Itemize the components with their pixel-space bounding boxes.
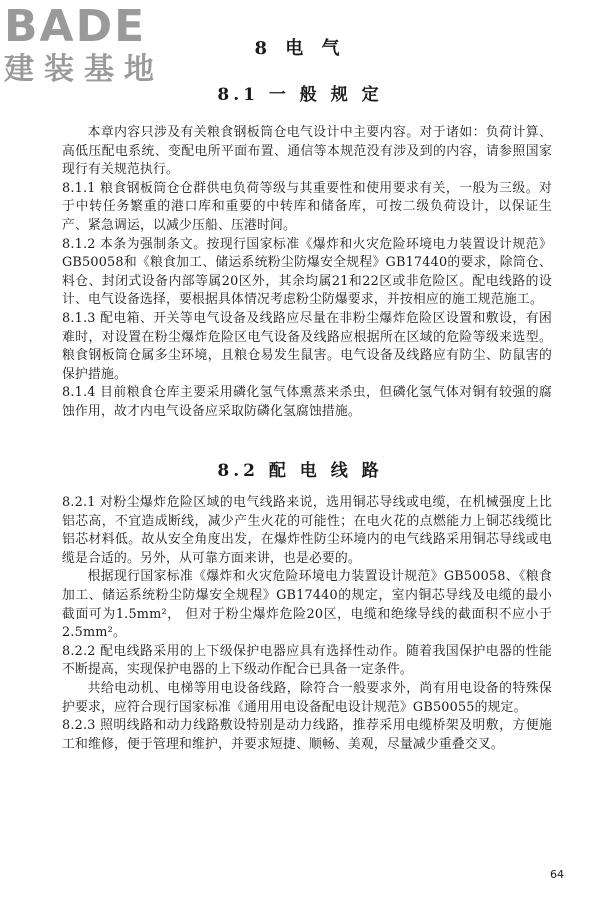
- chapter-title: 8 电 气: [254, 38, 346, 59]
- paragraph-8-2-2-cont: 共给电动机、电梯等用电设备线路，除符合一般要求外，尚有用电设备的特殊保护要求，应符合现行国家标准《通用用电设备配电设计规范》GB50055的规定。: [62, 680, 552, 715]
- paragraph-8-2-3: 8.2.3 照明线路和动力线路敷设特别是动力线路，推荐采用电缆桥架及明敷，方便施工和维修，便于管理和维护，并要求短捷、顺畅、美观，尽量减少重叠交叉。: [62, 718, 552, 752]
- paragraph-8-1-4: 8.1.4 目前粮食仓库主要采用磷化氢气体熏蒸来杀虫，但磷化氢气体对铜有较强的腐蚀作用，故才内电气设备应采取防磷化氢腐蚀措施。: [62, 385, 552, 419]
- paragraph-intro: 本章内容只涉及有关粮食钢板筒仓电气设计中主要内容。对于诸如：负荷计算、高低压配电系统、变配电所平面布置、通信等本规范没有涉及到的内容，请参照国家现行有关规范执行。: [62, 125, 552, 178]
- logo-subtitle: 建装基地: [4, 52, 164, 87]
- paragraph-8-1-1: 8.1.1 粮食钢板筒仓仓群供电负荷等级与其重要性和使用要求有关，一般为三级。对于中转任务繁重的港口库和重要的中转库和储备库，可按二级负荷设计，以保证生产、紧急调运，以减少压船、压港时间。: [62, 180, 552, 233]
- section-8-2-body: [62, 494, 552, 754]
- paragraph-8-2-2: 8.2.2 配电线路采用的上下级保护电器应具有选择性动作。随着我国保护电器的性能不断提高，实现保护电器的上下级动作配合已具备一定条件。: [62, 643, 552, 678]
- paragraph-8-2-1-cont: 根据现行国家标准《爆炸和火灾危险环境电力装置设计规范》GB50058、《粮食加工、储运系统粉尘防爆安全规程》GB17440的规定，室内铜芯导线及电缆的最小截面可为1.5mm²， 但对于粉尘爆炸危险20区，电缆和绝缘导线的截面积不应小于2.5mm²。: [62, 569, 552, 641]
- section-title-8-2: 8.2 配 电 线 路: [217, 461, 383, 481]
- paragraph-8-2-1: 8.2.1 对粉尘爆炸危险区域的电气线路来说，选用铜芯导线或电缆，在机械强度上比铝芯高，不宜造成断线，减少产生火花的可能性；在电火花的点燃能力上铜芯线缆比铝芯材料低。故从安全角度出发，在爆炸性防尘环境内的电气线路采用铜芯导线或电缆是合适的。另外，从可靠方面来讲，也是必要的。: [62, 495, 552, 566]
- page-number: 64: [550, 868, 564, 881]
- paragraph-8-1-3: 8.1.3 配电箱、开关等电气设备及线路应尽量在非粉尘爆炸危险区设置和敷设，有困难时，对设置在粉尘爆炸危险区电气设备及线路应根据所在区域的危险等级来选型。粮食钢板筒仓属多尘环境，且粮仓易发生鼠害。电气设备及线路应有防尘、防鼠害的保护措施。: [62, 310, 552, 382]
- section-8-1-body: [62, 124, 552, 422]
- paragraph-8-1-2: 8.1.2 本条为强制条文。按现行国家标准《爆炸和火灾危险环境电力装置设计规范》GB50058和《粮食加工、储运系统粉尘防爆安全规程》GB17440的要求，除筒仓、料仓、封闭式设备内部等属20区外，其余均属21和22区或非危险区。配电线路的设计、电气设备选择，要根据具体情况考虑粉尘防爆要求，并按相应的施工规范施工。: [62, 236, 552, 308]
- logo-wordmark: BADE: [4, 1, 147, 52]
- section-title-8-1: 8.1 一 般 规 定: [217, 85, 383, 105]
